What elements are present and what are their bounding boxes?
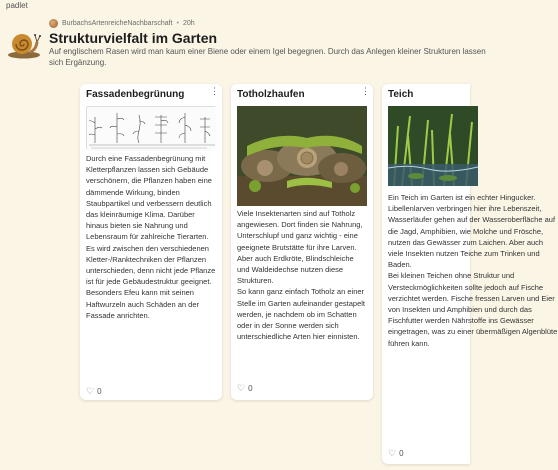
heart-icon: ♡ [388, 448, 397, 458]
pond-plants-photo[interactable] [388, 106, 470, 186]
post-time: 20h [182, 20, 195, 27]
post-card-fassadenbegruenung[interactable] [80, 84, 222, 400]
more-options-icon[interactable]: ⋮ [210, 86, 219, 96]
card-text [388, 192, 558, 349]
deadwood-pile-photo[interactable] [237, 106, 367, 206]
card-text [86, 153, 216, 321]
like-count: 0 [97, 387, 102, 396]
padlet-logo[interactable]: padlet [6, 1, 28, 10]
climbing-plants-illustration[interactable] [86, 106, 216, 150]
card-text [237, 208, 367, 342]
card-paragraph: Durch eine Fassadenbegrünung mit Kletterpflanzen lassen sich Gebäude verschönern, die Pflanzen haben eine dämmende Wirkung, binden Staubpartikel und verbessern deutlich das kleinräumige Klima. Darüber hinaus bieten sie Nahrung und Lebensraum für zahlreiche Tierarten. [86, 154, 212, 242]
post-card-totholzhaufen[interactable] [231, 84, 373, 400]
card-paragraph: Bei kleinen Teichen ohne Struktur und Versteckmöglichkeiten sollte jedoch auf Fische verzichtet werden. Fische fressen Larven und Eier von Insekten und Amphibien und durch das Fischfutter werden Nährstoffe ins Gewässer eingetragen, was zu einer übermäßigen Algenblüte führen kann. [388, 271, 558, 348]
heart-icon: ♡ [86, 386, 95, 396]
more-options-icon[interactable]: ⋮ [361, 86, 370, 96]
photo-icon [388, 106, 478, 186]
like-count: 0 [248, 384, 253, 393]
like-button[interactable] [388, 448, 404, 459]
snail-icon [6, 24, 42, 60]
heart-icon: ♡ [237, 383, 246, 393]
separator-dot: • [176, 20, 179, 27]
card-title: Totholzhaufen [237, 89, 305, 100]
card-paragraph: So kann ganz einfach Totholz an einer Stelle im Garten aufeinander gestapelt werden, je nachdem ob im Schatten oder in der Sonne werden sich unterschiedliche Arten hier einnisten. [237, 287, 365, 342]
card-paragraph: Viele Insektenarten sind auf Totholz angewiesen. Dort finden sie Nahrung, Unterschlupf und ganz wichtig - eine geeignete Brutstätte für ihre Larven. Aber auch Erdkröte, Blindschleiche und Waldeidechse nutzen diese Strukturen. [237, 209, 363, 286]
page-title: Strukturvielfalt im Garten [49, 30, 218, 46]
author-name[interactable]: BurbachsArtenreicheNachbarschaft [62, 20, 173, 27]
board-header [6, 17, 486, 73]
card-title: Fassadenbegrünung [86, 89, 185, 100]
card-paragraph: Ein Teich im Garten ist ein echter Hingucker. Libellenlarven verbringen hier ihre Lebenszeit, Wasserläufer gehen auf der Wasseroberfläche auf die Jagd, Amphibien, wie Molche und Frösche, nutzen das Gewässer zum Laichen. Aber auch viele Insekten nutzen Teiche zum Trinken und Baden. [388, 193, 556, 270]
card-title: Teich [388, 89, 414, 100]
photo-icon [237, 106, 367, 206]
like-count: 0 [399, 449, 404, 458]
card-paragraph: Es wird zwischen den verschiedenen Kletter-/Ranktechniken der Pflanzen unterschieden, denn nicht jede Pflanze ist für jede Gebäudestruktur geeignet. Besonders Efeu kann mit seinen Haftwurzeln auch Schäden an der Fassade anrichten. [86, 243, 216, 320]
board-description: Auf englischem Rasen wird man kaum einer Biene oder einem Igel begegnen. Durch das Anlegen kleiner Strukturen lassen sich Ergänzung. [49, 47, 486, 67]
post-meta [49, 19, 195, 28]
like-button[interactable] [86, 386, 102, 397]
avatar[interactable] [49, 19, 58, 28]
post-card-teich[interactable] [382, 84, 558, 464]
like-button[interactable] [237, 383, 253, 394]
illustration-icon [87, 107, 217, 151]
